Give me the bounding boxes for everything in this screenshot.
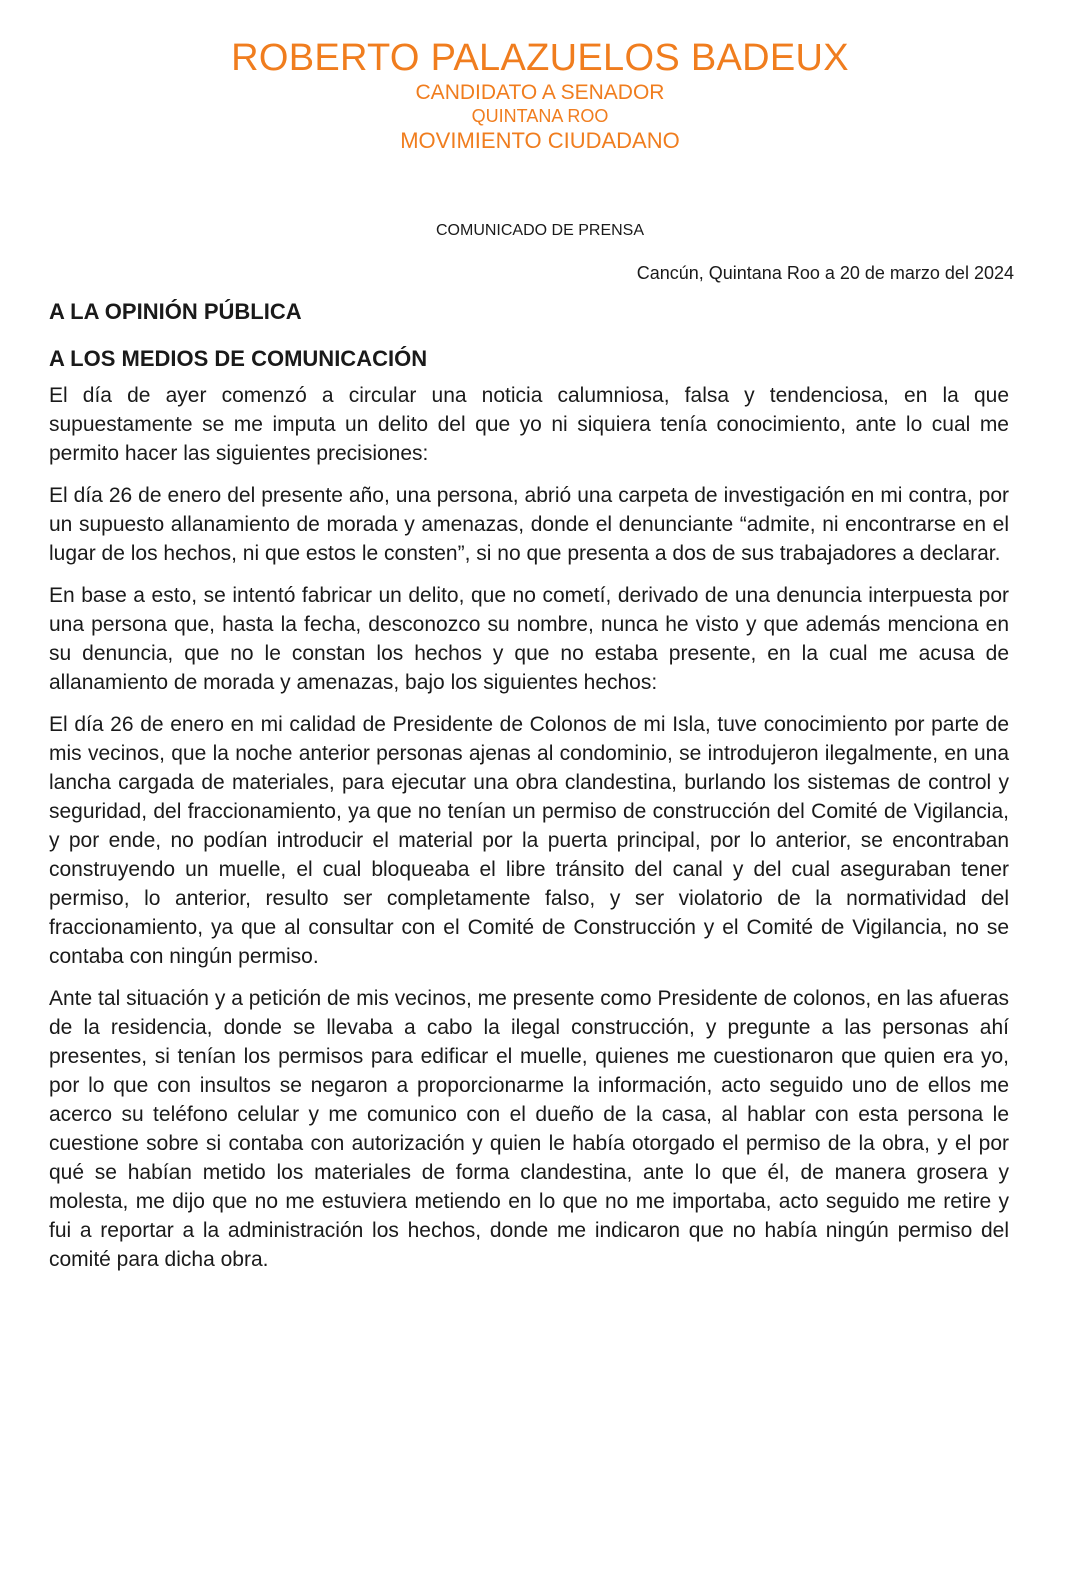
paragraph-3: En base a esto, se intentó fabricar un delito, que no cometí, derivado de una denuncia interpuesta por una persona que, hasta la fecha, desconozco su nombre, nunca he visto y que además menciona en su denuncia, que no le constan los hechos y que no estaba presente, en la cual me acusa de allanamiento de morada y amenazas, bajo los siguientes hechos: [49,584,1009,694]
body-text [49,381,1009,1287]
paragraph-1: El día de ayer comenzó a circular una noticia calumniosa, falsa y tendenciosa, en la que supuestamente se me imputa un delito del que yo ni siquiera tenía conocimiento, ante lo cual me permito hacer las siguientes precisiones: [49,384,1009,465]
dateline: Cancún, Quintana Roo a 20 de marzo del 2024 [636,263,1014,283]
letterhead-state: QUINTANA ROO [471,106,609,126]
letterhead-role: CANDIDATO A SENADOR [415,81,665,104]
paragraph-2: El día 26 de enero del presente año, una persona, abrió una carpeta de investigación en mi contra, por un supuesto allanamiento de morada y amenazas, donde el denunciante “admite, ni encontrarse en el lugar de los hechos, ni que estos le consten”, si no que presenta a dos de sus trabajadores a declarar. [49,484,1009,565]
addressee-public-opinion: A LA OPINIÓN PÚBLICA [49,299,302,324]
letterhead-party: MOVIMIENTO CIUDADANO [400,128,680,153]
paragraph-5: Ante tal situación y a petición de mis vecinos, me presente como Presidente de colonos, en las afueras de la residencia, donde se llevaba a cabo la ilegal construcción, y pregunte a las personas ahí presentes, si tenían los permisos para edificar el muelle, quienes me cuestionaron que quien era yo, por lo que con insultos se negaron a proporcionarme la información, acto seguido uno de ellos me acerco su teléfono celular y me comunico con el dueño de la casa, al hablar con esta persona le cuestione sobre si contaba con autorización y quien le había otorgado el permiso de la obra, y el por qué se habían metido los materiales de forma clandestina, ante lo que él, de manera grosera y molesta, me dijo que no me estuviera metiendo en lo que no me importaba, acto seguido me retire y fui a reportar a la administración los hechos, donde me indicaron que no había ningún permiso del comité para dicha obra. [49,987,1009,1271]
letterhead-name: ROBERTO PALAZUELOS BADEUX [231,37,849,79]
document-type-label: COMUNICADO DE PRENSA [435,222,645,239]
addressee-media: A LOS MEDIOS DE COMUNICACIÓN [49,346,428,371]
paragraph-4: El día 26 de enero en mi calidad de Presidente de Colonos de mi Isla, tuve conocimiento por parte de mis vecinos, que la noche anterior personas ajenas al condominio, se introdujeron ilegalmente, en una lancha cargada de materiales, para ejecutar una obra clandestina, burlando los sistemas de control y seguridad, del fraccionamiento, ya que no tenían un permiso de construcción del Comité de Vigilancia, y por ende, no podían introducir el material por la puerta principal, por lo anterior, se encontraban construyendo un muelle, el cual bloqueaba el libre tránsito del canal y del cual aseguraban tener permiso, lo anterior, resulto ser completamente falso, y ser violatorio de la normatividad del fraccionamiento, ya que al consultar con el Comité de Construcción y el Comité de Vigilancia, no se contaba con ningún permiso. [49,713,1009,968]
